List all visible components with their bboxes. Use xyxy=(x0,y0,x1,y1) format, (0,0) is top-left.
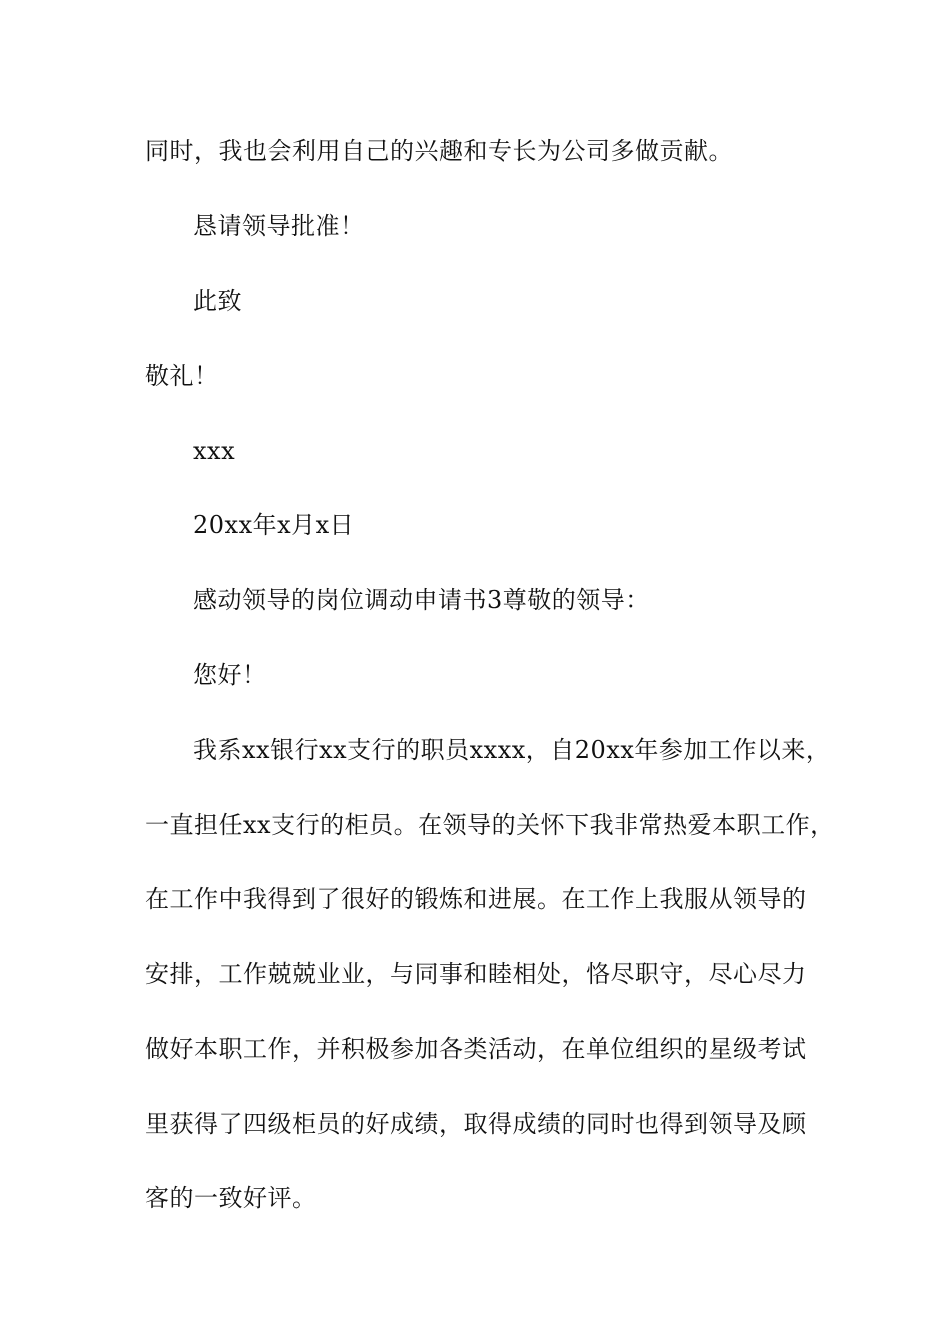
paragraph-line: 一直担任xx支行的柜员。在领导的关怀下我非常热爱本职工作， xyxy=(145,811,835,839)
paragraph-line: 客的一致好评。 xyxy=(145,1184,317,1212)
section-heading: 感动领导的岗位调动申请书3尊敬的领导： xyxy=(193,586,650,614)
paragraph-line: 里获得了四级柜员的好成绩，取得成绩的同时也得到领导及顾 xyxy=(145,1110,807,1138)
salutation-respect: 敬礼！ xyxy=(145,362,219,390)
paragraph-line: 安排，工作兢兢业业，与同事和睦相处，恪尽职守，尽心尽力 xyxy=(145,960,807,988)
paragraph-line: 同时，我也会利用自己的兴趣和专长为公司多做贡献。 xyxy=(145,137,733,165)
paragraph-line: 在工作中我得到了很好的锻炼和进展。在工作上我服从领导的 xyxy=(145,885,807,913)
paragraph-line: 我系xx银行xx支行的职员xxxx，自20xx年参加工作以来， xyxy=(193,736,831,764)
paragraph-line: 做好本职工作，并积极参加各类活动，在单位组织的星级考试 xyxy=(145,1035,807,1063)
greeting: 您好！ xyxy=(193,661,267,689)
closing-request: 恳请领导批准！ xyxy=(193,212,365,240)
salutation-close: 此致 xyxy=(193,287,242,315)
signature-name: xxx xyxy=(193,437,236,465)
signature-date: 20xx年x月x日 xyxy=(193,511,355,539)
